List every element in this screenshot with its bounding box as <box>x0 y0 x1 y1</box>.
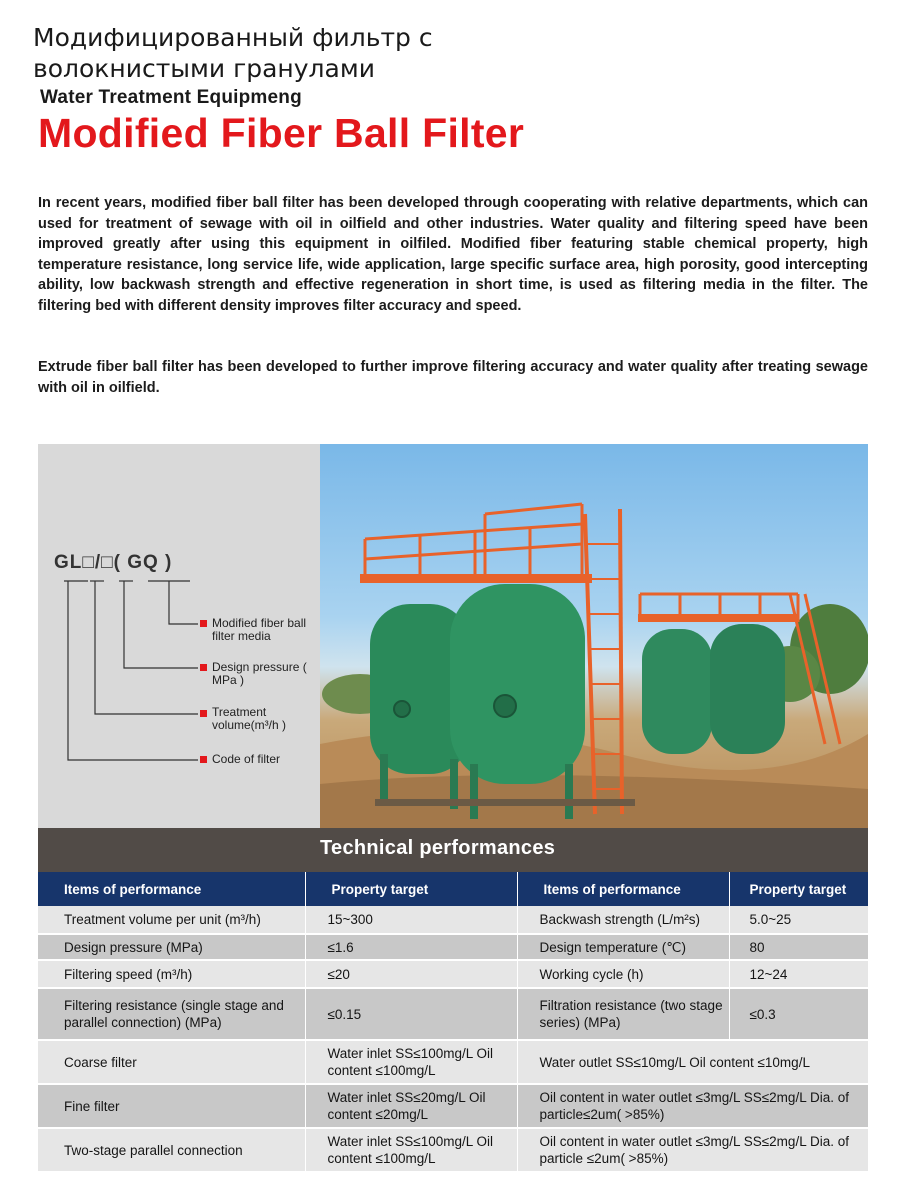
table-row <box>38 1040 868 1084</box>
table-cell: ≤20 <box>305 960 517 988</box>
table-cell: ≤1.6 <box>305 934 517 960</box>
table-row <box>38 906 868 934</box>
table-cell: ≤0.3 <box>729 988 868 1040</box>
bullet-icon <box>200 664 207 671</box>
table-cell: Filtering resistance (single stage and parallel connection) (MPa) <box>38 988 305 1040</box>
table-cell: 12~24 <box>729 960 868 988</box>
table-row <box>38 988 868 1040</box>
table-cell: Backwash strength (L/m²s) <box>517 906 729 934</box>
table-cell: 5.0~25 <box>729 906 868 934</box>
filter-tanks-photo <box>320 444 868 828</box>
table-row <box>38 1084 868 1128</box>
label-code-of-filter: Code of filter <box>212 752 281 766</box>
table-cell: Design temperature (℃) <box>517 934 729 960</box>
page-title: Modified Fiber Ball Filter <box>38 110 525 156</box>
table-cell: Water inlet SS≤100mg/L Oil content ≤100mg/L <box>305 1040 517 1084</box>
table-cell: 15~300 <box>305 906 517 934</box>
technical-performances-table <box>38 872 869 1173</box>
section-title: Technical performances <box>320 837 556 859</box>
technical-performances-header <box>38 828 868 872</box>
column-header: Property target <box>729 872 868 906</box>
table-row <box>38 1128 868 1172</box>
table-row <box>38 960 868 988</box>
table-cell: Oil content in water outlet ≤3mg/L SS≤2mg/L Dia. of particle ≤2um( >85%) <box>517 1128 868 1172</box>
filter-tanks-illustration <box>320 444 868 828</box>
label-filter-media: Modified fiber ball filter media <box>212 616 307 643</box>
table-cell: Working cycle (h) <box>517 960 729 988</box>
column-header: Items of performance <box>38 872 305 906</box>
table-cell: Water inlet SS≤100mg/L Oil content ≤100mg/L <box>305 1128 517 1172</box>
table-cell: Design pressure (MPa) <box>38 934 305 960</box>
table-cell: Treatment volume per unit (m³/h) <box>38 906 305 934</box>
column-header: Items of performance <box>517 872 729 906</box>
table-cell: 80 <box>729 934 868 960</box>
bullet-icon <box>200 710 207 717</box>
label-treatment-volume: Treatment volume(m³/h ) <box>212 705 287 732</box>
intro-paragraph-1: In recent years, modified fiber ball filter has been developed through cooperating with relative departments, which can used for treatment of sewage with oil in oilfield and other industries. Water quality and filtering speed have been improved greatly after using this equipment in oilfiled. Modified fiber featuring stable chemical property, high temperature resistance, long service life, wide application, large specific surface area, high porosity, good intercepting ability, low backwash strength and effective regeneration in short time, is used as filtering media in the filter. The filtering bed with different density improves filter accuracy and speed. <box>38 195 868 314</box>
table-cell: Filtering speed (m³/h) <box>38 960 305 988</box>
column-header: Property target <box>305 872 517 906</box>
table-cell: ≤0.15 <box>305 988 517 1040</box>
table-header-row <box>38 872 868 906</box>
russian-title: Модифицированный фильтр с волокнистыми гранулами <box>33 23 433 83</box>
subtitle: Water Treatment Equipmeng <box>40 87 302 108</box>
model-code-diagram <box>38 444 320 828</box>
table-row <box>38 934 868 960</box>
table-cell: Filtration resistance (two stage series) (MPa) <box>517 988 729 1040</box>
table-cell: Two-stage parallel connection <box>38 1128 305 1172</box>
bullet-icon <box>200 756 207 763</box>
model-code: GL□/□( GQ ) <box>54 552 173 573</box>
intro-paragraph-2: Extrude fiber ball filter has been developed to further improve filtering accuracy and water quality after treating sewage with oil in oilfield. <box>38 359 868 396</box>
table-cell: Oil content in water outlet ≤3mg/L SS≤2mg/L Dia. of particle≤2um( >85%) <box>517 1084 868 1128</box>
bullet-icon <box>200 620 207 627</box>
table-cell: Water outlet SS≤10mg/L Oil content ≤10mg/L <box>517 1040 868 1084</box>
table-cell: Water inlet SS≤20mg/L Oil content ≤20mg/L <box>305 1084 517 1128</box>
label-design-pressure: Design pressure ( MPa ) <box>212 660 307 687</box>
table-cell: Coarse filter <box>38 1040 305 1084</box>
table-cell: Fine filter <box>38 1084 305 1128</box>
